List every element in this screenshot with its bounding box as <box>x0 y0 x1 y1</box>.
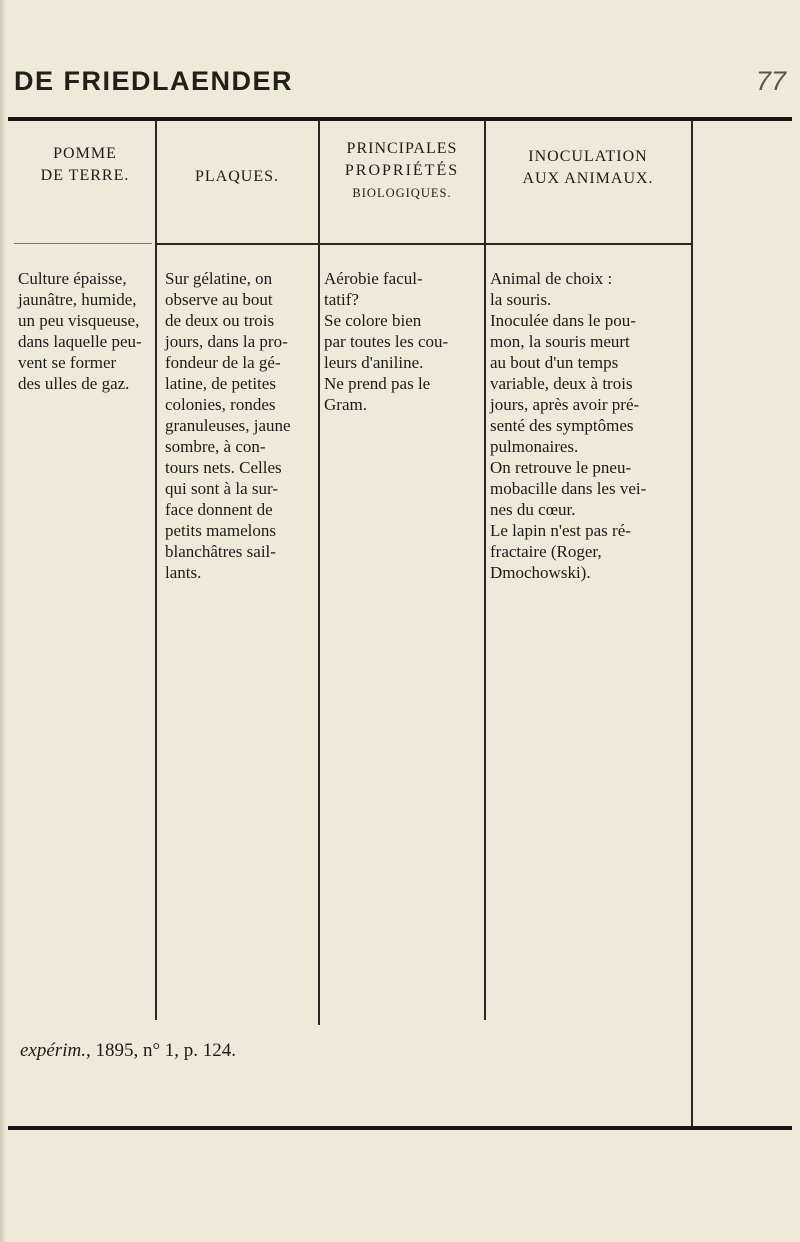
header-rule-left <box>14 243 152 244</box>
page-edge-shadow <box>0 0 6 1242</box>
heading-line: BIOLOGIQUES. <box>352 186 452 200</box>
running-head-title: DE FRIEDLAENDER <box>14 66 294 96</box>
column-divider-4 <box>691 120 693 1126</box>
heading-line: AUX ANIMAUX. <box>522 170 654 187</box>
table-bottom-rule <box>8 1126 792 1130</box>
column-heading-proprietes <box>322 138 482 204</box>
header-rule <box>156 243 692 245</box>
heading-line: PROPRIÉTÉS <box>344 162 460 179</box>
running-head <box>14 66 786 102</box>
column-body-pomme-de-terre: Culture épaisse, jaunâtre, humide, un peu visqueuse, dans laquelle peu- vent se former des ulles de gaz. <box>18 269 142 393</box>
column-divider-1 <box>155 120 157 1020</box>
footnote-rest: 1895, n° 1, p. 124. <box>90 1040 237 1061</box>
heading-line: POMME <box>53 145 117 162</box>
heading-line: INOCULATION <box>528 148 648 165</box>
heading-line: DE TERRE. <box>40 167 130 184</box>
column-heading-pomme-de-terre <box>20 143 150 187</box>
footnote-italic: expérim., <box>20 1040 91 1061</box>
footnote-reference <box>20 1040 236 1062</box>
column-divider-3 <box>484 120 486 1020</box>
column-body-plaques: Sur gélatine, on observe au bout de deux ou trois jours, dans la pro- fondeur de la gé- latine, de petites colonies, rondes granuleuses, jaune sombre, à con- tours nets. Celles qui sont à la sur- face donnent de petits mamelons blanchâtres sail- lants. <box>165 269 291 582</box>
column-body-proprietes: Aérobie facul- tatif? Se colore bien par toutes les cou- leurs d'aniline. Ne prend pas le Gram. <box>324 269 449 414</box>
column-divider-2 <box>318 120 320 1025</box>
heading-line: PLAQUES. <box>194 168 279 185</box>
column-heading-inoculation <box>488 146 688 190</box>
table-top-rule <box>8 117 792 121</box>
page-number: 77 <box>755 66 786 96</box>
column-heading-plaques <box>158 166 316 188</box>
column-body-inoculation: Animal de choix : la souris. Inoculée dans le pou- mon, la souris meurt au bout d'un temps variable, deux à trois jours, après avoir pré- senté des symptômes pulmonaires. On retrouve le pneu- mobacille dans les vei- nes du cœur. Le lapin n'est pas ré- fractaire (Roger, Dmochowski). <box>490 269 647 582</box>
heading-line: PRINCIPALES <box>346 140 458 157</box>
